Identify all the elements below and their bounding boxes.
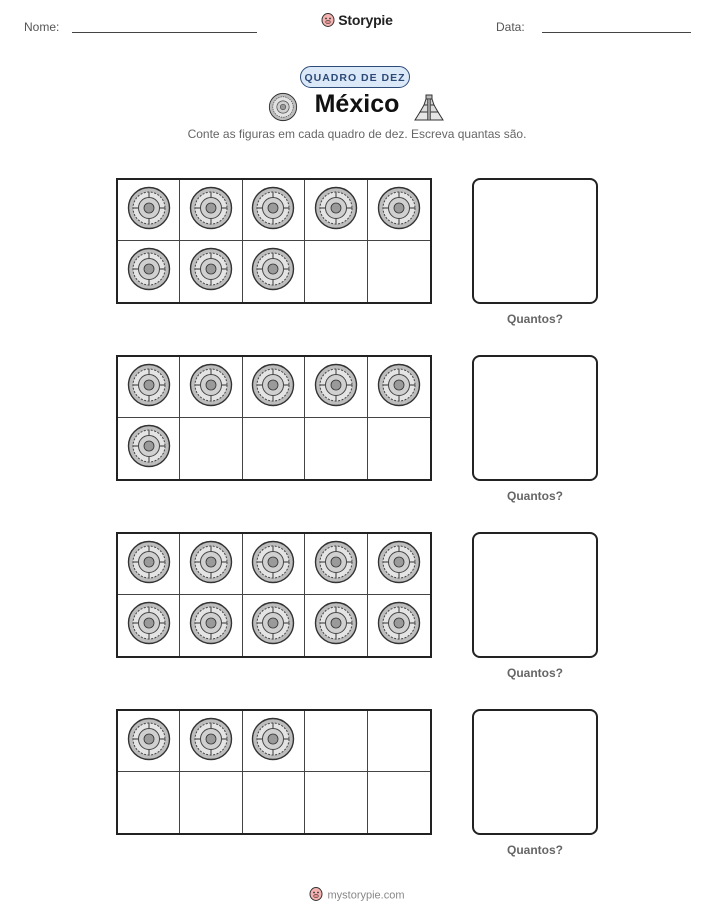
aztec-calendar-icon: [377, 601, 421, 650]
pig-mascot-icon: [321, 12, 335, 31]
ten-frame-cell: [243, 180, 305, 241]
ten-frame-cell: [305, 418, 367, 479]
ten-frame-cell: [118, 711, 180, 772]
aztec-calendar-icon: [189, 247, 233, 296]
ten-frame: [116, 178, 432, 304]
aztec-calendar-icon: [251, 601, 295, 650]
answer-box[interactable]: [472, 532, 598, 658]
ten-frame-cell: [305, 357, 367, 418]
aztec-calendar-icon: [189, 540, 233, 589]
aztec-calendar-icon: [314, 540, 358, 589]
aztec-calendar-icon: [127, 363, 171, 412]
page-title: México: [314, 90, 400, 118]
footer-url: mystorypie.com: [327, 889, 405, 902]
aztec-calendar-icon: [127, 424, 171, 473]
ten-frame-cell: [180, 711, 242, 772]
ten-frame-cell: [180, 772, 242, 833]
ten-frame-cell: [368, 772, 430, 833]
ten-frame: [116, 709, 432, 835]
ten-frame-cell: [118, 772, 180, 833]
aztec-calendar-icon: [127, 601, 171, 650]
name-label: Nome:: [24, 20, 60, 34]
ten-frame-cell: [243, 241, 305, 302]
ten-frame: [116, 532, 432, 658]
aztec-calendar-icon: [127, 247, 171, 296]
instructions: Conte as figuras em cada quadro de dez. Escreva quantas são.: [187, 127, 527, 141]
aztec-calendar-icon: [189, 363, 233, 412]
brand-name: Storypie: [338, 12, 393, 29]
ten-frame-cell: [118, 180, 180, 241]
aztec-calendar-icon: [251, 540, 295, 589]
ten-frame-cell: [243, 711, 305, 772]
ten-frame-cell: [305, 711, 367, 772]
ten-frame-cell: [368, 180, 430, 241]
worksheet-type-badge: QUADRO DE DEZ: [300, 66, 410, 88]
date-label: Data:: [496, 20, 525, 34]
aztec-calendar-icon: [189, 601, 233, 650]
ten-frame-cell: [180, 180, 242, 241]
ten-frame-cell: [243, 418, 305, 479]
ten-frame-cell: [118, 357, 180, 418]
ten-frame-cell: [243, 534, 305, 595]
name-line[interactable]: [72, 32, 257, 33]
answer-box[interactable]: [472, 355, 598, 481]
ten-frame: [116, 355, 432, 481]
ten-frame-cell: [243, 595, 305, 656]
ten-frame-cell: [368, 241, 430, 302]
answer-box[interactable]: [472, 178, 598, 304]
ten-frame-cell: [118, 418, 180, 479]
aztec-calendar-icon: [377, 363, 421, 412]
ten-frame-cell: [368, 711, 430, 772]
answer-box[interactable]: [472, 709, 598, 835]
answer-label: Quantos?: [507, 312, 563, 326]
aztec-calendar-icon: [314, 186, 358, 235]
aztec-calendar-icon: [251, 186, 295, 235]
aztec-calendar-icon: [127, 717, 171, 766]
aztec-calendar-icon: [127, 186, 171, 235]
ten-frame-cell: [368, 534, 430, 595]
pig-mascot-icon: [309, 886, 323, 905]
answer-label: Quantos?: [507, 843, 563, 857]
ten-frame-cell: [368, 357, 430, 418]
aztec-calendar-icon: [251, 717, 295, 766]
ten-frame-cell: [118, 595, 180, 656]
answer-label: Quantos?: [507, 489, 563, 503]
aztec-calendar-icon: [251, 247, 295, 296]
ten-frame-cell: [305, 534, 367, 595]
aztec-calendar-icon: [251, 363, 295, 412]
date-line[interactable]: [542, 32, 691, 33]
aztec-calendar-icon: [314, 601, 358, 650]
ten-frame-cell: [305, 180, 367, 241]
pyramid-icon: [411, 92, 447, 127]
ten-frame-cell: [243, 772, 305, 833]
ten-frame-cell: [368, 595, 430, 656]
ten-frame-cell: [118, 534, 180, 595]
ten-frame-cell: [180, 418, 242, 479]
brand-logo: [0, 12, 714, 31]
ten-frame-cell: [305, 772, 367, 833]
aztec-calendar-icon: [377, 186, 421, 235]
aztec-calendar-icon: [377, 540, 421, 589]
aztec-calendar-icon: [189, 717, 233, 766]
ten-frame-cell: [368, 418, 430, 479]
ten-frame-cell: [180, 241, 242, 302]
aztec-calendar-icon: [314, 363, 358, 412]
aztec-calendar-icon: [127, 540, 171, 589]
ten-frame-cell: [118, 241, 180, 302]
ten-frame-cell: [305, 595, 367, 656]
ten-frame-cell: [180, 595, 242, 656]
ten-frame-cell: [180, 534, 242, 595]
aztec-calendar-icon: [189, 186, 233, 235]
footer: [0, 886, 714, 905]
ten-frame-cell: [243, 357, 305, 418]
answer-label: Quantos?: [507, 666, 563, 680]
ten-frame-cell: [305, 241, 367, 302]
ten-frame-cell: [180, 357, 242, 418]
